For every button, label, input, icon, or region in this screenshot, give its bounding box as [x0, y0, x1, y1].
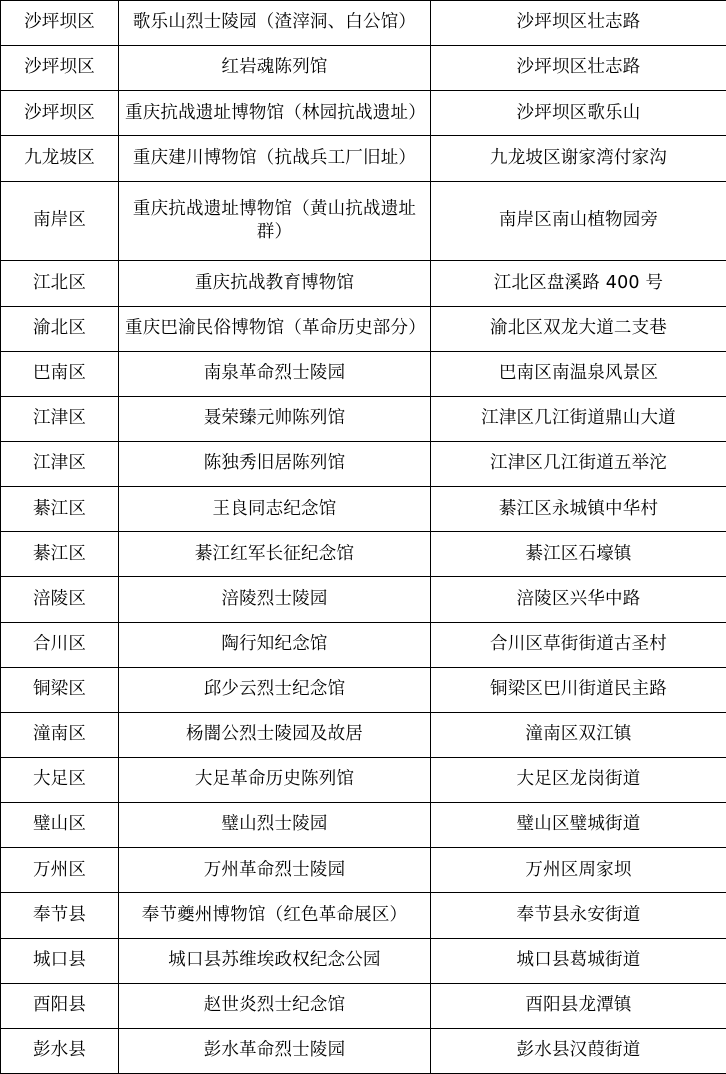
cell-district: 涪陵区	[1, 577, 119, 622]
cell-address: 万州区周家坝	[431, 848, 726, 893]
cell-address: 合川区草街街道古圣村	[431, 622, 726, 667]
table-row	[1, 893, 726, 938]
cell-district: 綦江区	[1, 532, 119, 577]
cell-district: 城口县	[1, 938, 119, 983]
table-row	[1, 532, 726, 577]
cell-name: 万州革命烈士陵园	[119, 848, 431, 893]
table-row	[1, 487, 726, 532]
table-row	[1, 136, 726, 181]
cell-name: 赵世炎烈士纪念馆	[119, 983, 431, 1028]
cell-district: 江津区	[1, 442, 119, 487]
cell-name: 红岩魂陈列馆	[119, 46, 431, 91]
cell-address: 沙坪坝区歌乐山	[431, 91, 726, 136]
cell-district: 江津区	[1, 396, 119, 441]
cell-address: 沙坪坝区壮志路	[431, 1, 726, 46]
cell-district: 酉阳县	[1, 983, 119, 1028]
cell-name: 陶行知纪念馆	[119, 622, 431, 667]
cell-district: 南岸区	[1, 181, 119, 261]
table-row	[1, 712, 726, 757]
cell-name: 大足革命历史陈列馆	[119, 758, 431, 803]
cell-district: 大足区	[1, 758, 119, 803]
cell-district: 九龙坡区	[1, 136, 119, 181]
cell-district: 沙坪坝区	[1, 91, 119, 136]
cell-address: 南岸区南山植物园旁	[431, 181, 726, 261]
cell-address: 江津区几江街道五举沱	[431, 442, 726, 487]
cell-name: 重庆建川博物馆（抗战兵工厂旧址）	[119, 136, 431, 181]
cell-district: 綦江区	[1, 487, 119, 532]
cell-district: 奉节县	[1, 893, 119, 938]
cell-name: 聂荣臻元帅陈列馆	[119, 396, 431, 441]
cell-name: 彭水革命烈士陵园	[119, 1028, 431, 1073]
cell-district: 沙坪坝区	[1, 1, 119, 46]
cell-address: 江津区几江街道鼎山大道	[431, 396, 726, 441]
cell-address: 渝北区双龙大道二支巷	[431, 306, 726, 351]
cell-name: 南泉革命烈士陵园	[119, 351, 431, 396]
table-row	[1, 396, 726, 441]
table-row	[1, 181, 726, 261]
table-row	[1, 442, 726, 487]
cell-address: 璧山区璧城街道	[431, 803, 726, 848]
table-row	[1, 622, 726, 667]
table-row	[1, 803, 726, 848]
cell-name: 陈独秀旧居陈列馆	[119, 442, 431, 487]
table-row	[1, 577, 726, 622]
cell-address: 九龙坡区谢家湾付家沟	[431, 136, 726, 181]
table-row	[1, 1028, 726, 1073]
cell-address: 彭水县汉葭街道	[431, 1028, 726, 1073]
cell-name: 璧山烈士陵园	[119, 803, 431, 848]
cell-name: 重庆巴渝民俗博物馆（革命历史部分）	[119, 306, 431, 351]
table-row	[1, 351, 726, 396]
cell-address: 铜梁区巴川街道民主路	[431, 667, 726, 712]
table-row	[1, 983, 726, 1028]
cell-name: 杨闇公烈士陵园及故居	[119, 712, 431, 757]
cell-district: 万州区	[1, 848, 119, 893]
table-row	[1, 667, 726, 712]
cell-name: 綦江红军长征纪念馆	[119, 532, 431, 577]
table-row	[1, 1, 726, 46]
cell-address: 巴南区南温泉风景区	[431, 351, 726, 396]
cell-name: 重庆抗战遗址博物馆（林园抗战遗址）	[119, 91, 431, 136]
table-row	[1, 261, 726, 306]
cell-district: 彭水县	[1, 1028, 119, 1073]
cell-district: 沙坪坝区	[1, 46, 119, 91]
cell-district: 潼南区	[1, 712, 119, 757]
cell-address: 城口县葛城街道	[431, 938, 726, 983]
cell-name: 歌乐山烈士陵园（渣滓洞、白公馆）	[119, 1, 431, 46]
cell-address: 潼南区双江镇	[431, 712, 726, 757]
cell-address: 綦江区石壕镇	[431, 532, 726, 577]
cell-name: 重庆抗战教育博物馆	[119, 261, 431, 306]
cell-address: 綦江区永城镇中华村	[431, 487, 726, 532]
cell-address: 大足区龙岗街道	[431, 758, 726, 803]
cell-address: 涪陵区兴华中路	[431, 577, 726, 622]
cell-district: 江北区	[1, 261, 119, 306]
cell-name: 奉节夔州博物馆（红色革命展区）	[119, 893, 431, 938]
cell-name: 重庆抗战遗址博物馆（黄山抗战遗址群）	[119, 181, 431, 261]
cell-district: 渝北区	[1, 306, 119, 351]
cell-district: 合川区	[1, 622, 119, 667]
table-body	[1, 1, 726, 1074]
cell-address: 沙坪坝区壮志路	[431, 46, 726, 91]
cell-district: 巴南区	[1, 351, 119, 396]
cell-address: 酉阳县龙潭镇	[431, 983, 726, 1028]
cell-name: 城口县苏维埃政权纪念公园	[119, 938, 431, 983]
cell-name: 王良同志纪念馆	[119, 487, 431, 532]
cell-address: 奉节县永安街道	[431, 893, 726, 938]
table-row	[1, 938, 726, 983]
table-row	[1, 306, 726, 351]
table-row	[1, 91, 726, 136]
cell-address: 江北区盘溪路 400 号	[431, 261, 726, 306]
table-row	[1, 848, 726, 893]
cell-district: 璧山区	[1, 803, 119, 848]
table-row	[1, 46, 726, 91]
table-row	[1, 758, 726, 803]
cell-district: 铜梁区	[1, 667, 119, 712]
cell-name: 邱少云烈士纪念馆	[119, 667, 431, 712]
cell-name: 涪陵烈士陵园	[119, 577, 431, 622]
